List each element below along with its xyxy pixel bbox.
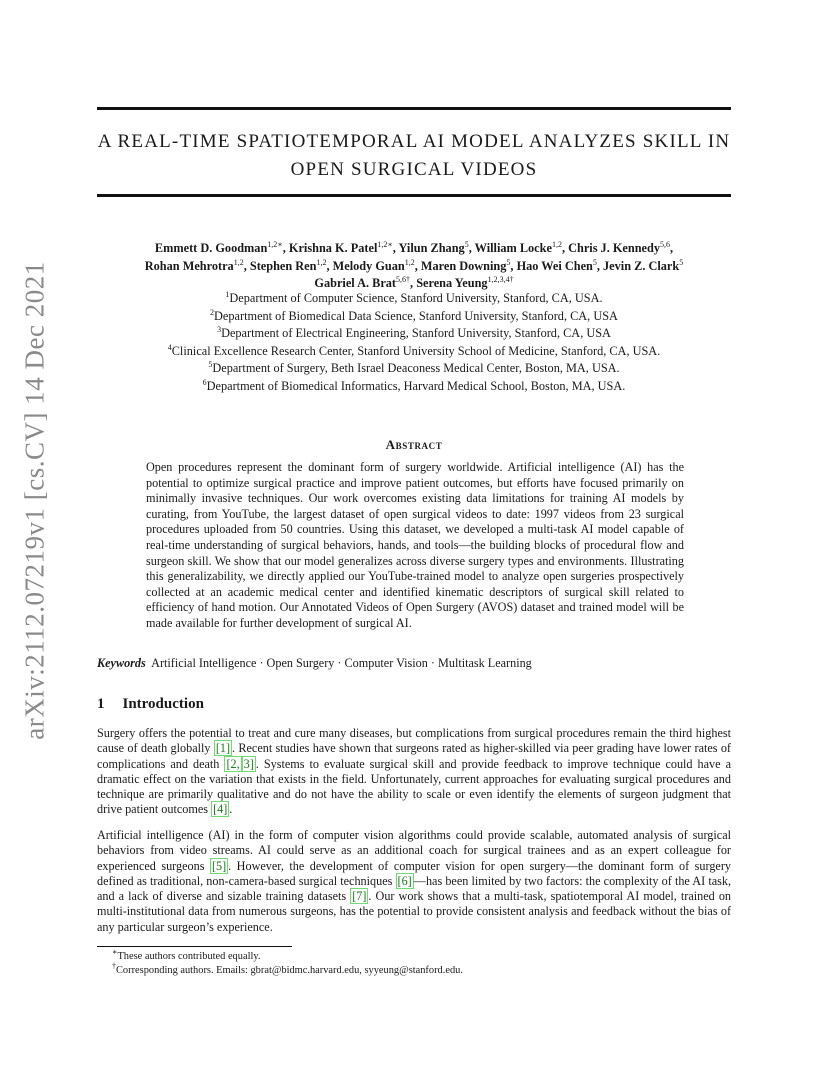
title-rule-bottom (97, 194, 731, 197)
author-sup: 1,2∗ (267, 239, 283, 249)
footnote: ∗These authors contributed equally. (112, 947, 261, 962)
citation-link[interactable]: [2, (226, 756, 240, 771)
affiliation: $^4$Clinical Excellence Research Center, Stanford University School of Medicine, Stanford, CA, USA. (167, 342, 661, 358)
citation-link[interactable]: [5] (211, 858, 227, 873)
author-list (90, 240, 738, 293)
affiliation: $^2$Department of Biomedical Data Science, Stanford University, Stanford, CA, USA (210, 307, 618, 323)
citation-link[interactable]: [4] (213, 802, 228, 817)
affiliation-list (90, 290, 738, 395)
keywords-label: Keywords (97, 656, 146, 670)
citation-link[interactable]: [7] (352, 889, 367, 904)
author-sup: 1,2 (551, 239, 562, 249)
footnote-rule (97, 946, 292, 947)
author: Serena Yeung (416, 276, 488, 290)
abstract-text: Open procedures represent the dominant form of surgery worldwide. Artificial intelligence (AI) has the potential to optimize surgical practice and improve patient outcomes, but efforts have focused primarily on minimally invasive techniques. Our work overcomes existing data limitations for training AI models by curating, from YouTube, the largest dataset of open surgical videos to date: 1997 videos from 23 surgical procedures uploaded from 50 countries. Using this dataset, we developed a multi-task AI model capable of real-time understanding of surgical behaviors, hands, and tools—the building blocks of procedural flow and surgeon skill. We show that our model generalizes across diverse surgery types and environments. Illustrating this generalizability, we directly applied our YouTube-trained model to analyze open surgeries prospectively collected at an academic medical center and identified kinematic descriptors of surgical skill related to efficiency of hand motion. Our Annotated Videos of Open Surgery (AVOS) dataset and trained model will be made available for further development of surgical AI. (146, 460, 684, 630)
author-line-3: Gabriel A. Brat$^{5,6\dagger}$, Serena Yeung$^{1,2,3,4\dagger}$ (314, 274, 514, 290)
author: Gabriel A. Brat (314, 276, 397, 290)
abstract-heading: Abstract (385, 437, 443, 452)
author: Emmett D. Goodman (154, 241, 268, 255)
section-heading (97, 696, 204, 713)
affiliation: $^5$Department of Surgery, Beth Israel Deaconess Medical Center, Boston, MA, USA. (208, 359, 620, 375)
author: William Locke (474, 241, 552, 255)
author-sup: 5 (464, 239, 469, 249)
keywords-text: Artificial Intelligence · Open Surgery · Computer Vision · Multitask Learning (151, 656, 532, 670)
author-line-2: Rohan Mehrotra$^{1,2}$, Stephen Ren$^{1,2}$, Melody Guan$^{1,2}$, Maren Downing$^5$, Hao Wei Chen$^5$, Jevin Z. Clark$^5$ (144, 257, 684, 273)
author: Rohan Mehrotra (144, 258, 234, 273)
section-title: Introduction (122, 696, 204, 712)
author: Melody Guan (332, 258, 405, 273)
affiliation: $^6$Department of Biomedical Informatics, Harvard Medical School, Boston, MA, USA. (202, 377, 626, 393)
author-sup: 1,2∗ (377, 239, 393, 249)
author: Krishna K. Patel (288, 241, 378, 255)
citation-link[interactable]: [6] (397, 873, 412, 888)
paper-title: A REAL-TIME SPATIOTEMPORAL AI MODEL ANALYZES SKILL IN OPEN SURGICAL VIDEOS (97, 131, 731, 180)
citation-link[interactable]: 3] (243, 756, 254, 771)
affiliation: $^3$Department of Electrical Engineering, Stanford University, Stanford, CA, USA (217, 324, 611, 340)
author: Chris J. Kennedy (568, 241, 660, 255)
author-sup: 5 (506, 257, 511, 267)
author-sup: 5,6† (396, 274, 411, 284)
intro-paragraph-2: Artificial intelligence (AI) in the form of computer vision algorithms could provide scalable, automated analysis of surgical behaviors from video streams. AI could serve as an additional coach for surgical trainees and as an expert colleague for experienced surgeons [5] . However, the development of computer vision for open surgery—the dominant form of surgery defined as traditional, non-camera-based surgical techniques [6] —has been limited by two factors: the complexity of the AI task, and a lack of diverse and sizable training datasets [7] . Our work shows that a multi-task, spatiotemporal AI model, trained on multi-institutional data from numerous surgeons, has the potential to provide consistent analysis and feedback without the bias of any particular surgeon’s experience. (97, 828, 732, 934)
author-sup: 5 (679, 257, 684, 267)
author-sup: 1,2,3,4† (487, 274, 514, 284)
citation-link[interactable]: [1] (215, 741, 231, 756)
arxiv-stamp (18, 230, 52, 770)
author-sup: 5 (592, 257, 597, 267)
author: Maren Downing (420, 258, 507, 273)
intro-paragraph-1: Surgery offers the potential to treat and cure many diseases, but complications from surgical procedures remain the third highest cause of death globally [1] . Recent studies have shown that surgeons rated as higher-skilled via peer grading have lower rates of complications and death [2, 3] . Systems to evaluate surgical skill and provide feedback to improve technique could have a dramatic effect on the variation that exists in the field. Unfortunately, current approaches for evaluating surgical procedures and technique are primarily qualitative and do not have the ability to scale or even identify the elements of surgeon judgment that drive patient outcomes [4] . (97, 726, 731, 817)
author-sup: 1,2 (316, 257, 327, 267)
affiliation: $^1$Department of Computer Science, Stanford University, Stanford, CA, USA. (225, 289, 603, 305)
author: Jevin Z. Clark (603, 258, 680, 273)
keywords (97, 656, 731, 671)
author-line-1: Emmett D. Goodman$^{1,2∗}$, Krishna K. Patel$^{1,2∗}$, Yilun Zhang$^5$, William Locke$^{1,2}$, Chris J. Kennedy$^{5,6}$, (154, 239, 674, 255)
author: Yilun Zhang (398, 241, 465, 255)
author: Hao Wei Chen (516, 258, 593, 273)
section-number: 1 (97, 696, 105, 712)
author: Stephen Ren (249, 258, 317, 273)
author-sup: 1,2 (404, 257, 415, 267)
footnote: †Corresponding authors. Emails: gbrat@bidmc.harvard.edu, syyeung@stanford.edu. (112, 961, 463, 976)
arxiv-id: arXiv:2112.07219v1 [cs.CV] 14 Dec 2021 (19, 260, 50, 740)
author-sup: 1,2 (233, 257, 244, 267)
author-sup: 5,6 (660, 239, 670, 249)
title-rule-top (97, 107, 731, 110)
